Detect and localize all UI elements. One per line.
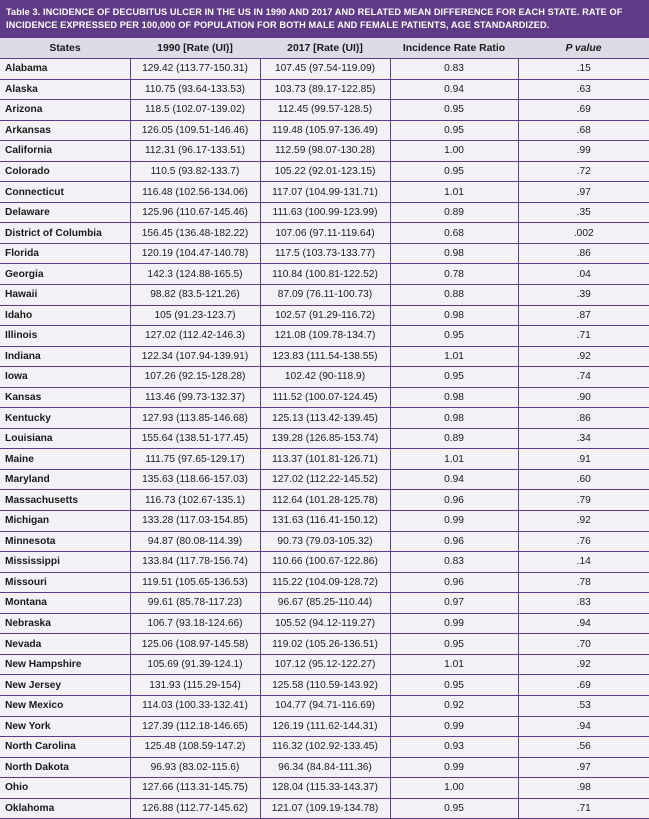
p-value-cell: .98 bbox=[518, 778, 649, 799]
table-row bbox=[0, 757, 649, 778]
table-row bbox=[0, 511, 649, 532]
irr-cell: 0.83 bbox=[390, 552, 518, 573]
irr-cell: 0.98 bbox=[390, 305, 518, 326]
rate-1990-cell: 98.82 (83.5-121.26) bbox=[130, 285, 260, 306]
rate-2017-cell: 117.5 (103.73-133.77) bbox=[260, 243, 390, 264]
state-cell: Massachusetts bbox=[0, 490, 130, 511]
rate-1990-cell: 105.69 (91.39-124.1) bbox=[130, 654, 260, 675]
rate-2017-cell: 102.42 (90-118.9) bbox=[260, 367, 390, 388]
table-row bbox=[0, 675, 649, 696]
rate-2017-cell: 112.45 (99.57-128.5) bbox=[260, 100, 390, 121]
table-row bbox=[0, 778, 649, 799]
table-row bbox=[0, 552, 649, 573]
state-cell: New Jersey bbox=[0, 675, 130, 696]
irr-cell: 0.95 bbox=[390, 100, 518, 121]
p-value-cell: .79 bbox=[518, 490, 649, 511]
header-states: States bbox=[0, 38, 130, 59]
irr-cell: 0.96 bbox=[390, 572, 518, 593]
rate-2017-cell: 112.59 (98.07-130.28) bbox=[260, 141, 390, 162]
state-cell: Kentucky bbox=[0, 408, 130, 429]
irr-cell: 0.95 bbox=[390, 675, 518, 696]
state-cell: New York bbox=[0, 716, 130, 737]
table-row bbox=[0, 593, 649, 614]
rate-2017-cell: 113.37 (101.81-126.71) bbox=[260, 449, 390, 470]
rate-2017-cell: 115.22 (104.09-128.72) bbox=[260, 572, 390, 593]
p-value-cell: .63 bbox=[518, 79, 649, 100]
rate-2017-cell: 126.19 (111.62-144.31) bbox=[260, 716, 390, 737]
state-cell: Alaska bbox=[0, 79, 130, 100]
state-cell: Hawaii bbox=[0, 285, 130, 306]
rate-2017-cell: 104.77 (94.71-116.69) bbox=[260, 695, 390, 716]
table-caption bbox=[0, 0, 649, 38]
rate-1990-cell: 155.64 (138.51-177.45) bbox=[130, 428, 260, 449]
table-row bbox=[0, 120, 649, 141]
state-cell: Nevada bbox=[0, 634, 130, 655]
state-cell: New Hampshire bbox=[0, 654, 130, 675]
irr-cell: 0.95 bbox=[390, 161, 518, 182]
irr-cell: 0.88 bbox=[390, 285, 518, 306]
rate-2017-cell: 127.02 (112.22-145.52) bbox=[260, 469, 390, 490]
irr-cell: 0.99 bbox=[390, 511, 518, 532]
irr-cell: 0.89 bbox=[390, 202, 518, 223]
irr-cell: 0.98 bbox=[390, 387, 518, 408]
table-row bbox=[0, 695, 649, 716]
irr-cell: 0.83 bbox=[390, 59, 518, 80]
table-row bbox=[0, 100, 649, 121]
table-row bbox=[0, 202, 649, 223]
p-value-cell: .69 bbox=[518, 675, 649, 696]
header-2017: 2017 [Rate (UI)] bbox=[260, 38, 390, 59]
table-row bbox=[0, 346, 649, 367]
rate-2017-cell: 112.64 (101.28-125.78) bbox=[260, 490, 390, 511]
table-row bbox=[0, 490, 649, 511]
rate-1990-cell: 110.75 (93.64-133.53) bbox=[130, 79, 260, 100]
table-row bbox=[0, 572, 649, 593]
p-value-cell: .71 bbox=[518, 798, 649, 819]
rate-1990-cell: 156.45 (136.48-182.22) bbox=[130, 223, 260, 244]
state-cell: Ohio bbox=[0, 778, 130, 799]
p-value-cell: .94 bbox=[518, 613, 649, 634]
state-cell: Montana bbox=[0, 593, 130, 614]
state-cell: Idaho bbox=[0, 305, 130, 326]
rate-1990-cell: 120.19 (104.47-140.78) bbox=[130, 243, 260, 264]
irr-cell: 0.93 bbox=[390, 737, 518, 758]
irr-cell: 0.98 bbox=[390, 243, 518, 264]
irr-cell: 0.96 bbox=[390, 490, 518, 511]
rate-2017-cell: 125.58 (110.59-143.92) bbox=[260, 675, 390, 696]
table-row bbox=[0, 449, 649, 470]
rate-1990-cell: 127.02 (112.42-146.3) bbox=[130, 326, 260, 347]
state-cell: Missouri bbox=[0, 572, 130, 593]
p-value-cell: .04 bbox=[518, 264, 649, 285]
table-row bbox=[0, 428, 649, 449]
p-value-cell: .53 bbox=[518, 695, 649, 716]
state-cell: California bbox=[0, 141, 130, 162]
p-value-cell: .92 bbox=[518, 511, 649, 532]
state-cell: Florida bbox=[0, 243, 130, 264]
state-cell: Colorado bbox=[0, 161, 130, 182]
table-row bbox=[0, 243, 649, 264]
table-row bbox=[0, 737, 649, 758]
table-row bbox=[0, 182, 649, 203]
state-cell: Georgia bbox=[0, 264, 130, 285]
rate-2017-cell: 121.07 (109.19-134.78) bbox=[260, 798, 390, 819]
table-row bbox=[0, 326, 649, 347]
p-value-cell: .92 bbox=[518, 346, 649, 367]
p-value-cell: .99 bbox=[518, 141, 649, 162]
rate-2017-cell: 102.57 (91.29-116.72) bbox=[260, 305, 390, 326]
rate-1990-cell: 125.06 (108.97-145.58) bbox=[130, 634, 260, 655]
table-row bbox=[0, 59, 649, 80]
state-cell: Arkansas bbox=[0, 120, 130, 141]
rate-2017-cell: 123.83 (111.54-138.55) bbox=[260, 346, 390, 367]
state-cell: Mississippi bbox=[0, 552, 130, 573]
p-value-cell: .86 bbox=[518, 408, 649, 429]
rate-1990-cell: 127.39 (112.18-146.65) bbox=[130, 716, 260, 737]
p-value-cell: .14 bbox=[518, 552, 649, 573]
p-value-cell: .39 bbox=[518, 285, 649, 306]
header-irr: Incidence Rate Ratio bbox=[390, 38, 518, 59]
rate-1990-cell: 106.7 (93.18-124.66) bbox=[130, 613, 260, 634]
rate-2017-cell: 105.22 (92.01-123.15) bbox=[260, 161, 390, 182]
state-cell: Arizona bbox=[0, 100, 130, 121]
state-cell: Connecticut bbox=[0, 182, 130, 203]
irr-cell: 0.98 bbox=[390, 408, 518, 429]
rate-1990-cell: 114.03 (100.33-132.41) bbox=[130, 695, 260, 716]
rate-1990-cell: 122.34 (107.94-139.91) bbox=[130, 346, 260, 367]
rate-1990-cell: 131.93 (115.29-154) bbox=[130, 675, 260, 696]
p-value-cell: .78 bbox=[518, 572, 649, 593]
rate-1990-cell: 133.84 (117.78-156.74) bbox=[130, 552, 260, 573]
p-value-cell: .002 bbox=[518, 223, 649, 244]
p-value-cell: .87 bbox=[518, 305, 649, 326]
rate-1990-cell: 94.87 (80.08-114.39) bbox=[130, 531, 260, 552]
rate-1990-cell: 112.31 (96.17-133.51) bbox=[130, 141, 260, 162]
irr-cell: 0.96 bbox=[390, 531, 518, 552]
rate-2017-cell: 128.04 (115.33-143.37) bbox=[260, 778, 390, 799]
state-cell: Alabama bbox=[0, 59, 130, 80]
table-row bbox=[0, 79, 649, 100]
state-cell: North Dakota bbox=[0, 757, 130, 778]
rate-2017-cell: 110.66 (100.67-122.86) bbox=[260, 552, 390, 573]
rate-1990-cell: 99.61 (85.78-117.23) bbox=[130, 593, 260, 614]
p-value-cell: .71 bbox=[518, 326, 649, 347]
rate-1990-cell: 116.73 (102.67-135.1) bbox=[130, 490, 260, 511]
rate-2017-cell: 96.67 (85.25-110.44) bbox=[260, 593, 390, 614]
irr-cell: 1.01 bbox=[390, 346, 518, 367]
rate-2017-cell: 110.84 (100.81-122.52) bbox=[260, 264, 390, 285]
p-value-cell: .68 bbox=[518, 120, 649, 141]
p-value-cell: .76 bbox=[518, 531, 649, 552]
irr-cell: 0.99 bbox=[390, 716, 518, 737]
state-cell: Minnesota bbox=[0, 531, 130, 552]
irr-cell: 0.94 bbox=[390, 79, 518, 100]
rate-2017-cell: 125.13 (113.42-139.45) bbox=[260, 408, 390, 429]
state-cell: District of Columbia bbox=[0, 223, 130, 244]
table-row bbox=[0, 716, 649, 737]
irr-cell: 0.95 bbox=[390, 326, 518, 347]
irr-cell: 1.01 bbox=[390, 182, 518, 203]
p-value-cell: .92 bbox=[518, 654, 649, 675]
table-row bbox=[0, 367, 649, 388]
p-value-cell: .35 bbox=[518, 202, 649, 223]
rate-2017-cell: 131.63 (116.41-150.12) bbox=[260, 511, 390, 532]
table-row bbox=[0, 223, 649, 244]
rate-2017-cell: 87.09 (76.11-100.73) bbox=[260, 285, 390, 306]
p-value-cell: .34 bbox=[518, 428, 649, 449]
table-row bbox=[0, 141, 649, 162]
table-row bbox=[0, 387, 649, 408]
p-value-cell: .56 bbox=[518, 737, 649, 758]
header-1990: 1990 [Rate (UI)] bbox=[130, 38, 260, 59]
rate-2017-cell: 107.45 (97.54-119.09) bbox=[260, 59, 390, 80]
state-cell: Iowa bbox=[0, 367, 130, 388]
p-value-cell: .86 bbox=[518, 243, 649, 264]
irr-cell: 1.01 bbox=[390, 449, 518, 470]
rate-1990-cell: 118.5 (102.07-139.02) bbox=[130, 100, 260, 121]
rate-1990-cell: 110.5 (93.82-133.7) bbox=[130, 161, 260, 182]
rate-2017-cell: 90.73 (79.03-105.32) bbox=[260, 531, 390, 552]
rate-2017-cell: 119.48 (105.97-136.49) bbox=[260, 120, 390, 141]
table-row bbox=[0, 264, 649, 285]
rate-2017-cell: 119.02 (105.26-136.51) bbox=[260, 634, 390, 655]
p-value-cell: .70 bbox=[518, 634, 649, 655]
rate-2017-cell: 139.28 (126.85-153.74) bbox=[260, 428, 390, 449]
irr-cell: 0.99 bbox=[390, 613, 518, 634]
rate-1990-cell: 105 (91.23-123.7) bbox=[130, 305, 260, 326]
p-value-cell: .60 bbox=[518, 469, 649, 490]
incidence-table bbox=[0, 38, 649, 819]
irr-cell: 0.95 bbox=[390, 367, 518, 388]
table-row bbox=[0, 161, 649, 182]
irr-cell: 0.99 bbox=[390, 757, 518, 778]
p-value-cell: .15 bbox=[518, 59, 649, 80]
p-value-cell: .91 bbox=[518, 449, 649, 470]
table-row bbox=[0, 469, 649, 490]
table-row bbox=[0, 408, 649, 429]
table-row bbox=[0, 654, 649, 675]
rate-1990-cell: 116.48 (102.56-134.06) bbox=[130, 182, 260, 203]
state-cell: Michigan bbox=[0, 511, 130, 532]
rate-1990-cell: 125.48 (108.59-147.2) bbox=[130, 737, 260, 758]
irr-cell: 1.01 bbox=[390, 654, 518, 675]
irr-cell: 1.00 bbox=[390, 778, 518, 799]
state-cell: Indiana bbox=[0, 346, 130, 367]
table-row bbox=[0, 531, 649, 552]
state-cell: Illinois bbox=[0, 326, 130, 347]
rate-1990-cell: 127.66 (113.31-145.75) bbox=[130, 778, 260, 799]
rate-2017-cell: 107.12 (95.12-122.27) bbox=[260, 654, 390, 675]
p-value-cell: .94 bbox=[518, 716, 649, 737]
rate-2017-cell: 116.32 (102.92-133.45) bbox=[260, 737, 390, 758]
rate-2017-cell: 107.06 (97.11-119.64) bbox=[260, 223, 390, 244]
irr-cell: 0.68 bbox=[390, 223, 518, 244]
irr-cell: 1.00 bbox=[390, 141, 518, 162]
rate-1990-cell: 111.75 (97.65-129.17) bbox=[130, 449, 260, 470]
rate-1990-cell: 107.26 (92.15-128.28) bbox=[130, 367, 260, 388]
rate-2017-cell: 96.34 (84.84-111.36) bbox=[260, 757, 390, 778]
p-value-cell: .97 bbox=[518, 757, 649, 778]
irr-cell: 0.78 bbox=[390, 264, 518, 285]
state-cell: North Carolina bbox=[0, 737, 130, 758]
p-value-cell: .69 bbox=[518, 100, 649, 121]
irr-cell: 0.95 bbox=[390, 634, 518, 655]
caption-text: INCIDENCE OF DECUBITUS ULCER IN THE US IN 1990 AND 2017 AND RELATED MEAN DIFFERENCE FOR EACH STATE. RATE OF INCIDENCE EXPRESSED PER 100,000 OF POPULATION FOR BOTH MALE AND FEMALE PATIENTS, AGE STANDARDIZED. bbox=[6, 7, 623, 30]
rate-1990-cell: 125.96 (110.67-145.46) bbox=[130, 202, 260, 223]
irr-cell: 0.97 bbox=[390, 593, 518, 614]
irr-cell: 0.95 bbox=[390, 120, 518, 141]
state-cell: Maine bbox=[0, 449, 130, 470]
rate-2017-cell: 103.73 (89.17-122.85) bbox=[260, 79, 390, 100]
p-value-cell: .83 bbox=[518, 593, 649, 614]
state-cell: Maryland bbox=[0, 469, 130, 490]
irr-cell: 0.89 bbox=[390, 428, 518, 449]
p-value-cell: .72 bbox=[518, 161, 649, 182]
table-row bbox=[0, 634, 649, 655]
rate-1990-cell: 119.51 (105.65-136.53) bbox=[130, 572, 260, 593]
state-cell: Kansas bbox=[0, 387, 130, 408]
caption-label: Table 3. bbox=[6, 7, 41, 17]
rate-1990-cell: 96.93 (83.02-115.6) bbox=[130, 757, 260, 778]
rate-2017-cell: 105.52 (94.12-119.27) bbox=[260, 613, 390, 634]
rate-2017-cell: 121.08 (109.78-134.7) bbox=[260, 326, 390, 347]
rate-1990-cell: 142.3 (124.88-165.5) bbox=[130, 264, 260, 285]
state-cell: Louisiana bbox=[0, 428, 130, 449]
rate-2017-cell: 111.63 (100.99-123.99) bbox=[260, 202, 390, 223]
rate-1990-cell: 126.88 (112.77-145.62) bbox=[130, 798, 260, 819]
rate-2017-cell: 117.07 (104.99-131.71) bbox=[260, 182, 390, 203]
rate-2017-cell: 111.52 (100.07-124.45) bbox=[260, 387, 390, 408]
irr-cell: 0.94 bbox=[390, 469, 518, 490]
state-cell: Oklahoma bbox=[0, 798, 130, 819]
irr-cell: 0.95 bbox=[390, 798, 518, 819]
state-cell: New Mexico bbox=[0, 695, 130, 716]
header-p-value: P value bbox=[518, 38, 649, 59]
rate-1990-cell: 127.93 (113.85-146.68) bbox=[130, 408, 260, 429]
table-row bbox=[0, 285, 649, 306]
table-row bbox=[0, 305, 649, 326]
rate-1990-cell: 135.63 (118.66-157.03) bbox=[130, 469, 260, 490]
irr-cell: 0.92 bbox=[390, 695, 518, 716]
rate-1990-cell: 126.05 (109.51-146.46) bbox=[130, 120, 260, 141]
p-value-cell: .97 bbox=[518, 182, 649, 203]
rate-1990-cell: 113.46 (99.73-132.37) bbox=[130, 387, 260, 408]
header-row bbox=[0, 38, 649, 59]
state-cell: Delaware bbox=[0, 202, 130, 223]
table-row bbox=[0, 613, 649, 634]
p-value-cell: .74 bbox=[518, 367, 649, 388]
state-cell: Nebraska bbox=[0, 613, 130, 634]
p-value-cell: .90 bbox=[518, 387, 649, 408]
rate-1990-cell: 129.42 (113.77-150.31) bbox=[130, 59, 260, 80]
rate-1990-cell: 133.28 (117.03-154.85) bbox=[130, 511, 260, 532]
